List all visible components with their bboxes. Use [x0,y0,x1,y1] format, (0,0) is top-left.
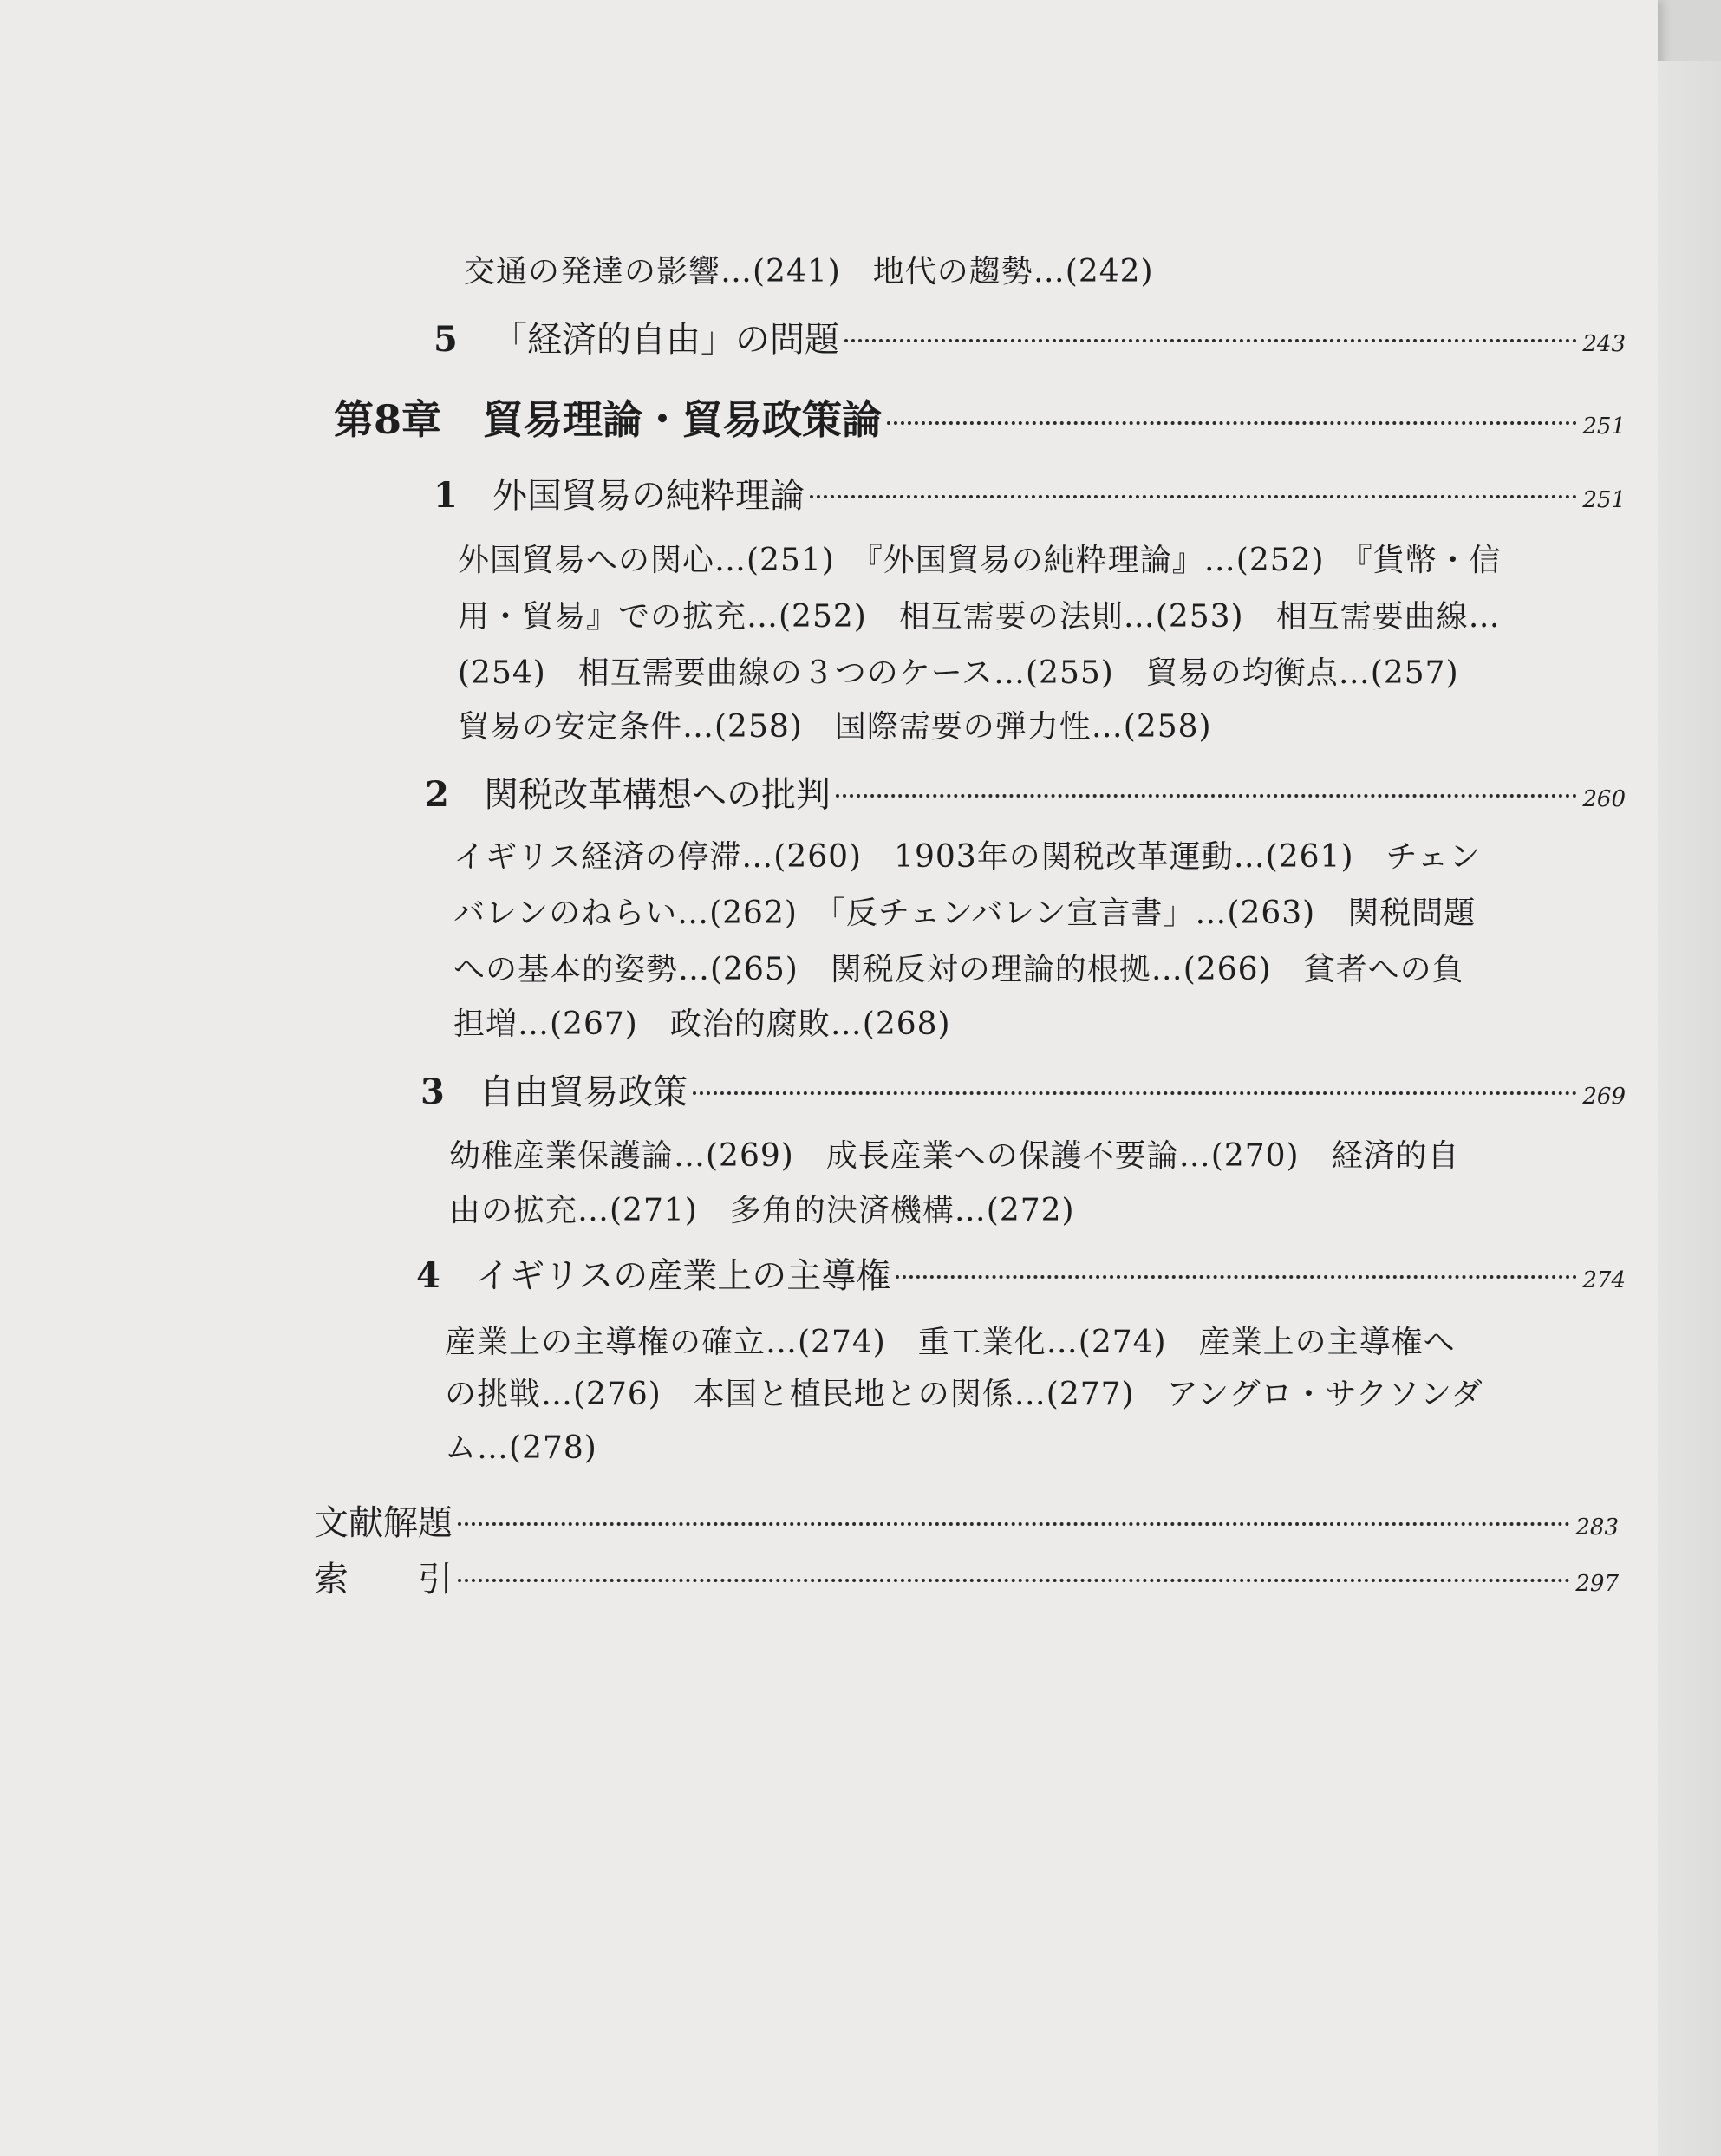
section-summary-line: への基本的姿勢…(265) 関税反対の理論的根拠…(266) 貧者への負 [453,952,1464,987]
dot-leader [844,339,1577,342]
section-summary-line: 外国貿易への関心…(251) 『外国貿易の純粋理論』…(252) 『貨幣・信 [458,543,1502,578]
dot-leader [458,1579,1570,1582]
dot-leader [693,1091,1577,1095]
dot-leader [896,1275,1577,1279]
page-number: 251 [1582,414,1626,440]
section-title: イギリスの産業上の主導権 [475,1256,891,1296]
entry-number: 5 [434,319,458,360]
chapter-title: 貿易理論・貿易政策論 [483,396,883,443]
toc-entry [314,1552,1619,1601]
section-summary-line: 担増…(267) 政治的腐敗…(268) [453,1006,951,1042]
section-heading [434,468,1626,518]
entry-title: 文献解題 [314,1503,453,1543]
section-summary-line: 貿易の安定条件…(258) 国際需要の弾力性…(258) [458,709,1212,745]
section-title: 関税改革構想への批判 [484,775,831,815]
page-number: 297 [1575,1571,1619,1597]
section-heading [416,1248,1626,1298]
section-summary-line: 幼稚産業保護論…(269) 成長産業への保護不要論…(270) 経済的自 [449,1138,1460,1174]
section-summary-line: バレンのねらい…(262) 「反チェンバレン宣言書」…(263) 関税問題 [453,896,1477,931]
page-number: 243 [1582,331,1626,357]
entry-title: 索 引 [314,1560,453,1599]
section-number: 3 [420,1071,445,1112]
section-number: 2 [425,774,449,815]
section-title: 外国貿易の純粋理論 [492,476,805,516]
section-summary-line: 由の拡充…(271) 多角的決済機構…(272) [449,1193,1075,1228]
section-summary-line: 用・貿易』での拡充…(252) 相互需要の法則…(253) 相互需要曲線… [458,599,1501,635]
page-number: 251 [1582,487,1626,513]
section-summary-line: ム…(278) [445,1430,597,1466]
section-number: 4 [416,1255,440,1296]
section-summary-line: 産業上の主導権の確立…(274) 重工業化…(274) 産業上の主導権へ [445,1325,1456,1360]
summary-line: 交通の発達の影響…(241) 地代の趨勢…(242) [464,254,1154,290]
section-summary-line: イギリス経済の停滞…(260) 1903年の関税改革運動…(261) チェン [453,839,1482,875]
page-number: 274 [1582,1267,1626,1293]
page-number: 260 [1582,786,1626,812]
dot-leader [458,1522,1570,1526]
chapter-label: 第8章 [334,396,442,443]
page-edge [1658,61,1721,2156]
page-number: 269 [1582,1084,1626,1110]
section-summary-line: (254) 相互需要曲線の３つのケース…(255) 貿易の均衡点…(257) [458,655,1459,691]
section-number: 1 [434,475,458,516]
dot-leader [810,495,1577,498]
toc-entry [434,312,1626,362]
entry-title: 「経済的自由」の問題 [492,320,839,360]
toc-entry [314,1495,1619,1545]
section-heading [420,1065,1626,1114]
dot-leader [887,421,1577,425]
section-summary-line: の挑戦…(276) 本国と植民地との関係…(277) アングロ・サクソンダ [445,1377,1483,1412]
section-heading [425,767,1626,817]
page-number: 283 [1575,1514,1619,1540]
section-title: 自由貿易政策 [479,1072,688,1112]
dot-leader [836,794,1577,798]
chapter-heading [334,388,1626,446]
